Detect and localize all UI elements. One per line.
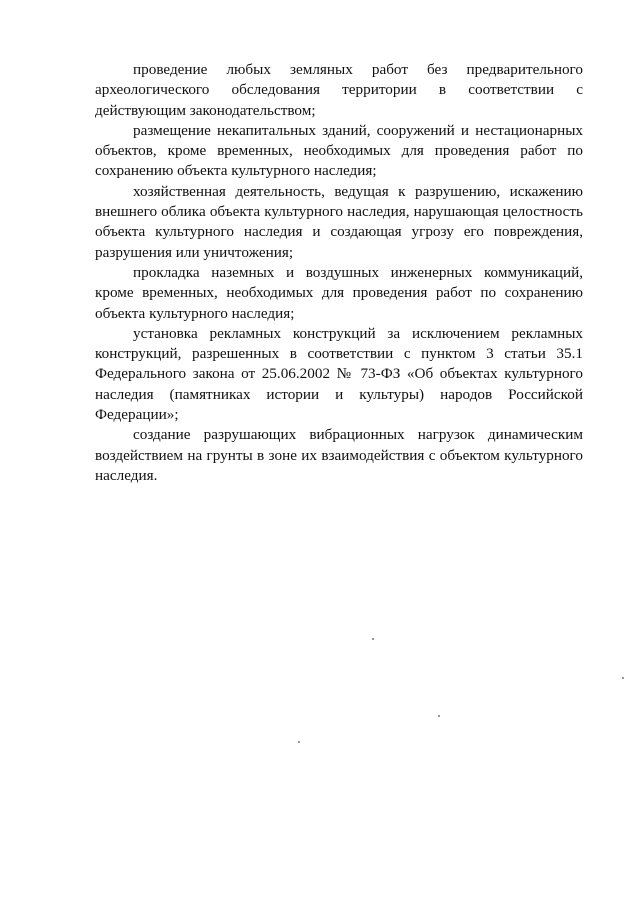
- paragraph-utility-lines: прокладка наземных и воздушных инженерных коммуникаций, кроме временных, необходимых для проведения работ по сохранению объекта культурного наследия;: [95, 263, 583, 322]
- paragraph-economic-activity: хозяйственная деятельность, ведущая к разрушению, искажению внешнего облика объекта культурного наследия, нарушающая целостность объекта культурного наследия и создающая угрозу его повреждения, разрушения или уничтожения;: [95, 182, 583, 261]
- scan-speck: [298, 741, 300, 743]
- paragraph-vibration-loads: создание разрушающих вибрационных нагрузок динамическим воздействием на грунты в зоне их взаимодействия с объектом культурного наследия.: [95, 426, 583, 484]
- document-body: [95, 60, 583, 486]
- paragraph-earthworks: проведение любых земляных работ без предварительного археологического обследования территории в соответствии с действующим законодательством;: [95, 61, 583, 119]
- scan-speck: [438, 715, 440, 717]
- scan-speck: [622, 677, 624, 679]
- paragraph-advertising-structures: установка рекламных конструкций за исключением рекламных конструкций, разрешенных в соответствии с пунктом 3 статьи 35.1 Федерального закона от 25.06.2002 № 73-ФЗ «Об объектах культурного наследия (памятниках истории и культуры) народов Российской Федерации»;: [95, 324, 583, 424]
- paragraph-non-capital-buildings: размещение некапитальных зданий, сооружений и нестационарных объектов, кроме временных, необходимых для проведения работ по сохранению объекта культурного наследия;: [95, 121, 583, 180]
- scan-speck: [372, 638, 374, 640]
